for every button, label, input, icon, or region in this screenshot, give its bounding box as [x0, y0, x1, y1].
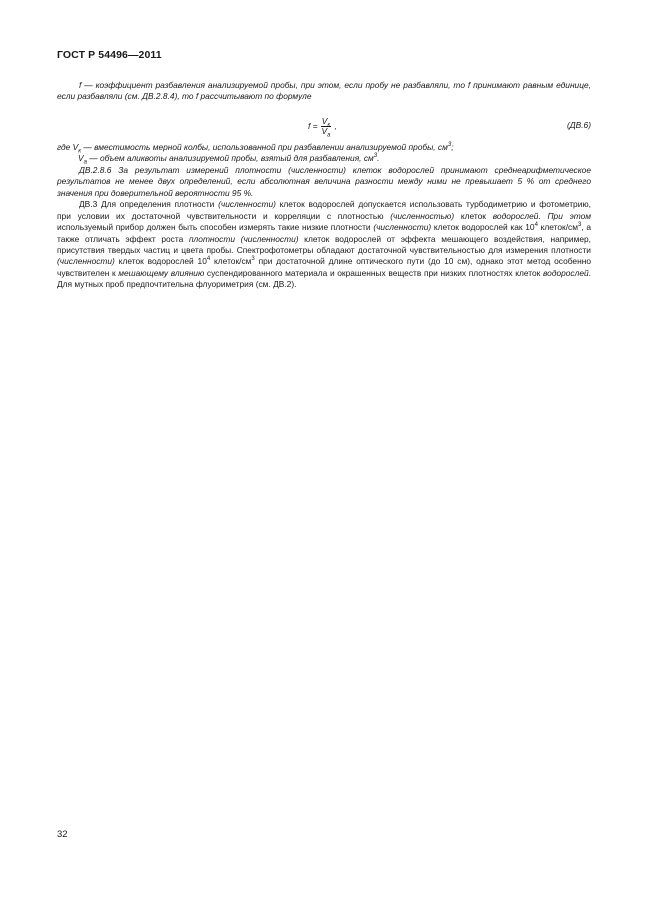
- formula-lhs: f =: [308, 120, 318, 131]
- body-text: [57, 80, 591, 291]
- formula-tail: ,: [334, 120, 337, 131]
- formula-fraction: [321, 115, 332, 139]
- formula-denominator: $V_а$: [321, 125, 331, 139]
- standard-header: ГОСТ Р 54496—2011: [57, 49, 162, 61]
- formula-expression: [308, 115, 337, 139]
- paragraph-dv3: ДВ.3 Для определения плотности (численности) клеток водорослей допускается использовать турбодиметрию и фотометрию, при условии их достаточной чувствительности и корреляции с плотностью (численностью) клеток водорослей. При этом используемый прибор должен быть способен измерять такие низкие плотности (численности) клеток водорослей как $10^4$ клеток/$см^3$, а также отличать эффект роста плотности (численности) клеток водорослей от эффекта мешающего воздействия, например, присутствия твердых частиц и цвета пробы. Спектрофотометры обладают достаточной чувствительностью для измерения плотности (численности) клеток водорослей $10^4$ клеток/$см^3$ при достаточной длине оптического пути (до 10 см), однако этот метод особенно чувствителен к мешающему влиянию суспендированного материала и окрашенных веществ при низких плотностях клеток водорослей. Для мутных проб предпочтительна флуориметрия (см. ДВ.2).: [57, 199, 592, 290]
- formula-number: (ДВ.6): [566, 119, 591, 130]
- formula-numerator: $V_к$: [321, 115, 331, 129]
- paragraph-dv286: ДВ.2.8.6 За результат измерений плотности (численности) клеток водорослей принимают среднеарифметическое результатов не менее двух определений, если абсолютная величина разности между ними не превышает 5 % от среднего значения при доверительной вероятности 95 %.: [57, 164, 591, 198]
- paragraph-dilution-factor: f — коэффициент разбавления анализируемой пробы, при этом, если пробу не разбавляли, то f принимают равным единице, если разбавляли (см. ДВ.2.8.4), то f рассчитывают по формуле: [57, 80, 591, 102]
- where-line-vk: где $V_к$ — вместимость мерной колбы, использованной при разбавлении анализируемой пробы, $см^3$;: [57, 141, 454, 155]
- formula-dv6: [57, 114, 591, 139]
- page-number: 32: [57, 829, 68, 840]
- where-line-va: $V_а$ — объем аликвоты анализируемой пробы, взятый для разбавления, $см^3$.: [78, 153, 380, 167]
